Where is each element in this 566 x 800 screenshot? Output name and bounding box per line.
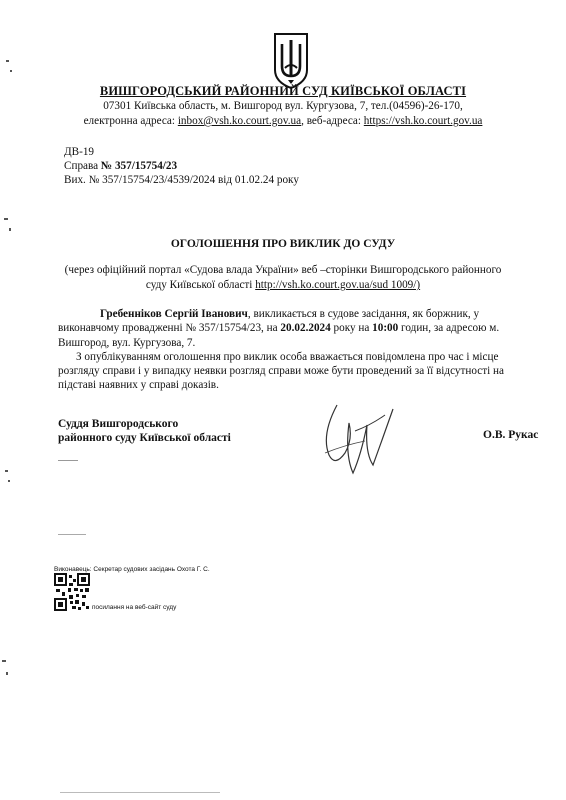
case-number-value: № 357/15754/23 [100, 160, 178, 172]
qr-caption: посилання на веб-сайт суду [92, 604, 177, 611]
body-line-5: розгляду справи і у випадку неявки розгляд справи може бути проведений за її відсутності на [58, 365, 504, 377]
email-label: електронна адреса: [83, 115, 178, 127]
document-code: ДВ-19 [64, 146, 95, 158]
judge-title-line-1: Суддя Вишгородського [58, 418, 179, 430]
body-text: годин, за адресою м. [398, 322, 500, 334]
court-contacts [0, 115, 566, 127]
body-line-6: підставі наявних у справі доказів. [58, 379, 219, 391]
person-name: Гребенніков Сергій Іванович [100, 308, 248, 320]
notice-via-line: (через офіційний портал «Судова влада України» веб –сторінки Вишгородського районного [64, 264, 502, 276]
body-line-2 [58, 322, 546, 334]
body-line-4: З опублікуванням оголошення про виклик особа вважається повідомлена про час і місце [76, 351, 499, 363]
web-link[interactable]: https://vsh.ko.court.gov.ua [363, 115, 483, 127]
body-text: , викликається в судове засідання, як боржник, у [247, 308, 480, 320]
notice-heading: ОГОЛОШЕННЯ ПРО ВИКЛИК ДО СУДУ [170, 238, 396, 250]
body-text: виконавчому провадженні № 357/15754/23, на [58, 322, 281, 334]
hearing-time: 10:00 [372, 322, 399, 334]
qr-code-icon[interactable] [54, 573, 90, 611]
body-line-3: Вишгород, вул. Кургузова, 7. [58, 337, 196, 349]
judge-name: О.В. Рукас [483, 429, 539, 441]
court-title: ВИШГОРОДСЬКИЙ РАЙОННИЙ СУД КИЇВСЬКОЇ ОБЛАСТІ [99, 84, 467, 98]
hearing-date: 20.02.2024 [280, 322, 331, 334]
executor-note: Виконавець: Секретар судових засідань Охота Г. С. [54, 566, 210, 573]
notice-via-text: суду Київської області [145, 279, 256, 291]
judge-title-line-2: районного суду Київської області [58, 432, 231, 444]
outgoing-number: Вих. № 357/15754/23/4539/2024 від 01.02.24 року [64, 174, 299, 186]
court-portal-link[interactable]: http://vsh.ko.court.gov.ua/sud 1009/) [255, 279, 421, 291]
email-link[interactable]: inbox@vsh.ko.court.gov.ua [177, 115, 302, 127]
handwritten-signature [315, 395, 405, 490]
case-label: Справа [64, 160, 101, 172]
case-number [64, 160, 177, 172]
body-line-1 [100, 308, 546, 320]
body-text: року на [330, 322, 373, 334]
notice-via-line-2 [0, 279, 566, 291]
coat-of-arms-icon [271, 32, 311, 90]
court-address: 07301 Київська область, м. Вишгород вул. Кургузова, 7, тел.(04596)-26-170, [103, 100, 463, 112]
web-label: , веб-адреса: [301, 115, 364, 127]
